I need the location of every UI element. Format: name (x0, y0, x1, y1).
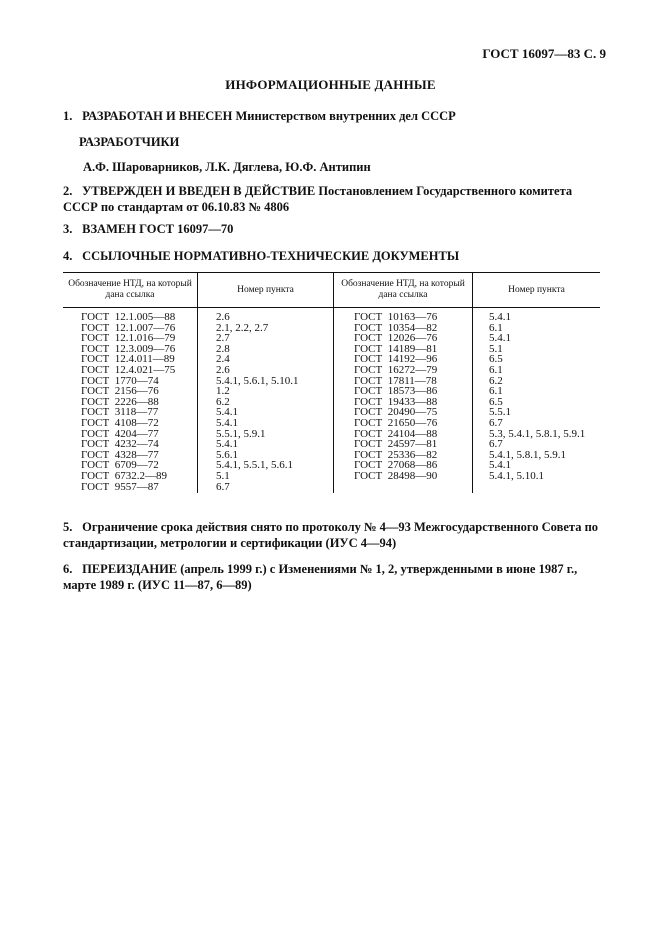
left-clause-12: 5.5.1, 5.9.1 (216, 427, 266, 440)
left-designation-5: ГОСТ 12.4.011—89 (81, 353, 175, 366)
left-clause-5: 2.4 (216, 353, 230, 366)
item-5-text: Ограничение срока действия снято по протоколу № 4—93 Межгосударственного Совета по стандартизации, метрологии и сертификации (ИУС 4—94) (63, 520, 599, 550)
left-designation-3: ГОСТ 12.1.016—79 (81, 332, 176, 345)
right-designation-4: ГОСТ 14189—81 (354, 342, 438, 355)
left-clause-6: 2.6 (216, 363, 230, 376)
section-title: ИНФОРМАЦИОННЫЕ ДАННЫЕ (225, 77, 436, 92)
right-clause-1: 5.4.1 (489, 311, 511, 323)
left-clauses (198, 308, 334, 494)
right-clause-11: 6.7 (489, 416, 503, 429)
right-clause-14: 5.4.1, 5.8.1, 5.9.1 (489, 448, 566, 461)
right-clause-12: 5.3, 5.4.1, 5.8.1, 5.9.1 (489, 427, 586, 440)
item-5 (63, 519, 605, 551)
right-designations (334, 308, 473, 494)
right-clause-10: 5.5.1 (489, 406, 511, 419)
item-1-lead: РАЗРАБОТАН И ВНЕСЕН (82, 109, 233, 123)
left-designation-9: ГОСТ 2226—88 (81, 395, 159, 408)
right-designation-2: ГОСТ 10354—82 (354, 321, 438, 334)
left-designation-12: ГОСТ 4204—77 (81, 427, 159, 440)
left-designation-4: ГОСТ 12.3.009—76 (81, 342, 176, 355)
right-clause-4: 5.1 (489, 342, 503, 355)
left-designation-11: ГОСТ 4108—72 (81, 416, 159, 429)
left-clause-14: 5.6.1 (216, 448, 238, 461)
left-clause-10: 5.4.1 (216, 406, 238, 419)
item-5-number: 5. (63, 520, 73, 534)
right-designation-8: ГОСТ 18573—86 (354, 385, 438, 398)
item-3 (63, 221, 605, 237)
page-reference: ГОСТ 16097—83 С. 9 (482, 46, 606, 61)
item-2-number: 2. (63, 184, 73, 198)
right-clause-5: 6.5 (489, 353, 503, 366)
right-clause-13: 6.7 (489, 438, 503, 451)
right-designation-6: ГОСТ 16272—79 (354, 363, 438, 376)
left-designation-1: ГОСТ 12.1.005—88 (81, 311, 176, 323)
item-6-lead: ПЕРЕИЗДАНИЕ (82, 562, 178, 576)
item-6-text: (апрель 1999 г.) с Изменениями № 1, 2, утвержденными в июне 1987 г., марте 1989 г. (ИУС 11—87, 6—89) (63, 562, 578, 592)
right-designation-7: ГОСТ 17811—78 (354, 374, 437, 387)
item-3-text: ВЗАМЕН ГОСТ 16097—70 (82, 222, 234, 236)
right-designation-16: ГОСТ 28498—90 (354, 469, 438, 482)
right-designation-15: ГОСТ 27068—86 (354, 459, 438, 472)
right-designation-12: ГОСТ 24104—88 (354, 427, 438, 440)
left-clause-13: 5.4.1 (216, 438, 238, 451)
item-6 (63, 561, 605, 593)
right-designation-5: ГОСТ 14192—96 (354, 353, 438, 366)
developers-names: А.Ф. Шароварников, Л.К. Дяглева, Ю.Ф. Антипин (83, 160, 371, 174)
left-clause-8: 1.2 (216, 385, 230, 398)
left-designation-6: ГОСТ 12.4.021—75 (81, 363, 176, 376)
right-designation-3: ГОСТ 12026—76 (354, 332, 438, 345)
right-designation-10: ГОСТ 20490—75 (354, 406, 438, 419)
item-1-number: 1. (63, 109, 73, 123)
item-1-text: Министерством внутренних дел СССР (235, 109, 456, 123)
right-designation-13: ГОСТ 24597—81 (354, 438, 438, 451)
developers-label: РАЗРАБОТЧИКИ (79, 135, 180, 149)
item-4-number: 4. (63, 249, 73, 263)
left-designation-13: ГОСТ 4232—74 (81, 438, 159, 451)
left-designation-10: ГОСТ 3118—77 (81, 406, 159, 419)
item-2 (63, 183, 605, 215)
item-2-text: Постановлением Государственного комитета СССР по стандартам от 06.10.83 № 4806 (63, 184, 573, 214)
right-designation-9: ГОСТ 19433—88 (354, 395, 438, 408)
right-clause-6: 6.1 (489, 363, 503, 376)
left-clause-16: 5.1 (216, 469, 230, 482)
left-designation-8: ГОСТ 2156—76 (81, 385, 159, 398)
header-clause-right: Номер пункта (473, 273, 601, 308)
item-3-number: 3. (63, 222, 73, 236)
left-designations (63, 308, 198, 494)
right-clause-2: 6.1 (489, 321, 503, 334)
item-4 (63, 248, 605, 264)
right-clause-3: 5.4.1 (489, 332, 511, 345)
right-designation-11: ГОСТ 21650—76 (354, 416, 438, 429)
right-designation-14: ГОСТ 25336—82 (354, 448, 438, 461)
item-4-text: ССЫЛОЧНЫЕ НОРМАТИВНО-ТЕХНИЧЕСКИЕ ДОКУМЕНТЫ (82, 249, 460, 263)
left-designation-2: ГОСТ 12.1.007—76 (81, 321, 176, 334)
left-clause-4: 2.8 (216, 342, 230, 355)
header-designation-right: Обозначение НТД, на который дана ссылка (334, 273, 473, 308)
left-clause-11: 5.4.1 (216, 416, 238, 429)
left-designation-17: ГОСТ 9557—87 (81, 480, 159, 493)
left-clause-3: 2.7 (216, 332, 230, 345)
right-clause-7: 6.2 (489, 374, 503, 387)
left-clause-7: 5.4.1, 5.6.1, 5.10.1 (216, 374, 299, 387)
reference-documents-table (63, 272, 600, 493)
right-clauses (473, 308, 601, 494)
header-designation-left: Обозначение НТД, на который дана ссылка (63, 273, 198, 308)
left-clause-17: 6.7 (216, 480, 230, 493)
left-clause-1: 2.6 (216, 311, 230, 323)
right-clause-15: 5.4.1 (489, 459, 511, 472)
left-clause-2: 2.1, 2.2, 2.7 (216, 321, 269, 334)
left-clause-15: 5.4.1, 5.5.1, 5.6.1 (216, 459, 293, 472)
left-designation-7: ГОСТ 1770—74 (81, 374, 159, 387)
header-clause-left: Номер пункта (198, 273, 334, 308)
left-designation-16: ГОСТ 6732.2—89 (81, 469, 167, 482)
right-clause-8: 6.1 (489, 385, 503, 398)
left-designation-14: ГОСТ 4328—77 (81, 448, 159, 461)
left-designation-15: ГОСТ 6709—72 (81, 459, 159, 472)
item-2-lead: УТВЕРЖДЕН И ВВЕДЕН В ДЕЙСТВИЕ (82, 184, 316, 198)
item-6-number: 6. (63, 562, 73, 576)
item-1 (63, 108, 605, 124)
right-designation-1: ГОСТ 10163—76 (354, 311, 438, 323)
left-clause-9: 6.2 (216, 395, 230, 408)
right-clause-9: 6.5 (489, 395, 503, 408)
right-clause-16: 5.4.1, 5.10.1 (489, 469, 544, 482)
